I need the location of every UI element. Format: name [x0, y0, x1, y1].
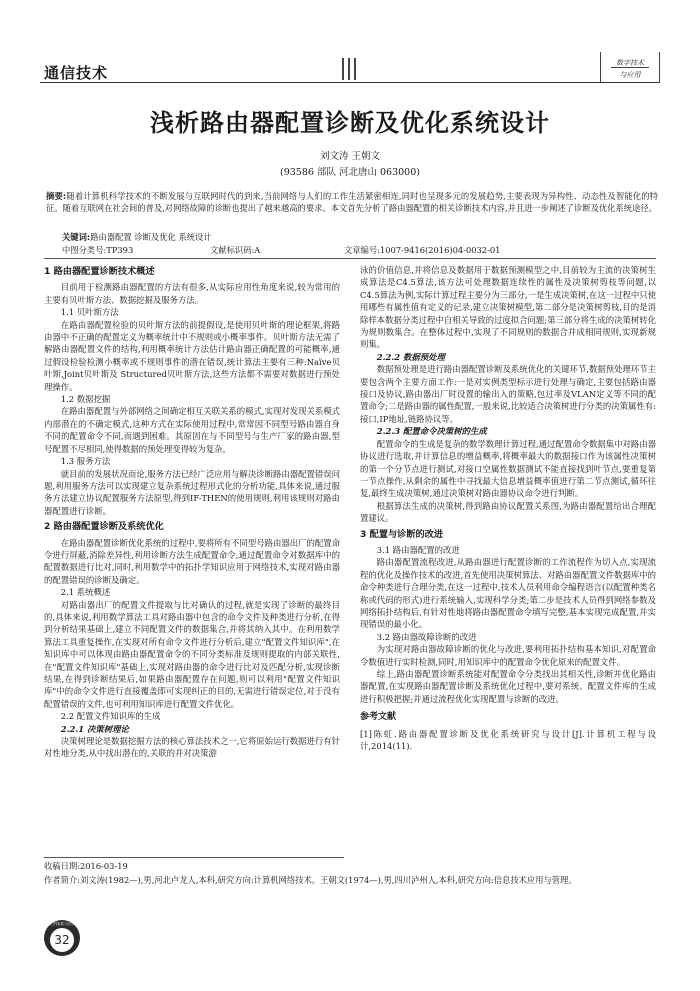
- journal-logo-line1: 数字技术: [616, 59, 644, 67]
- article-number: 文章编号:1007-9416(2016)04-0032-01: [344, 245, 501, 255]
- header-rule: [40, 82, 660, 83]
- page-badge-ring-text: 数字技术与应用: [48, 921, 76, 926]
- subsection-heading: 3.1 路由器配置的改进: [376, 544, 460, 555]
- abstract-label: 摘要:: [46, 191, 67, 201]
- paragraph: 泳的价值信息,并将信息及数据用于数据预测模型之中,目前较为主流的决策树生成算法是C4.5算法,该方法可处理数据连续性的属性及决策树剪枝等问题,以C4.5算法为例,实际计算过程主要分为三部分,一是生成决策树,在这一过程中只使用哪些有属性值有定义的记录,建立决策树模型,第二部分是决策树剪枝,目的是消除样本数据分类过程中自相关导致的过度拟合问题;第三部分将生成的决策树转化为规则数集合。在整体过程中,实现了不同规则的数据合并成相同规则,实现新规则集。: [360, 265, 656, 350]
- paragraph: 为实现对路由器故障诊断的优化与改进,要利用拓扑结构基本知识,对配置命令数值进行实时检测,同时,用知识库中的配置命令优化原来的配置文件。: [360, 644, 656, 667]
- abstract-rule: [44, 258, 656, 259]
- left-column: [44, 264, 340, 760]
- subsection-heading: 2.1 系统概述: [60, 587, 111, 598]
- references-heading: 参考文献: [360, 712, 397, 723]
- abstract-text: 随着计算机科学技术的不断发展与互联网时代的到来,当前网络与人们的工作生活紧密相连,同时也呈现多元的发展趋势,主要表现为异构性、动态性及智能化的特征。随着互联网在社会间的普及,对网络故障的诊断也提出了越来越高的要求。本文首先分析了路由器配置的相关诊断技术内容,并且进一步阐述了诊断及优化系统途径。: [46, 191, 658, 213]
- clc-number: 中图分类号:TP393: [62, 245, 134, 255]
- paragraph: 数据预处理是进行路由器配置诊断及系统优化的关键环节,数据预处理环节主要包含两个主要方面工作:一是对实例类型标示进行处理与确定,主要包括路由器接口及协议,路由器出厂时设置的输出入的策略,包过率及VLAN定义等不同的配置命令;二是路由器的属性配置,一般来说,比较适合决策树进行分类的决策属性有:接口,IP地址,链路协议等。: [360, 364, 656, 424]
- article-title: 浅析路由器配置诊断及优化系统设计: [150, 109, 550, 137]
- article-affiliation: (93586 部队 河北唐山 063000): [280, 167, 420, 178]
- received-date: 收稿日期:2016-03-19: [44, 861, 128, 871]
- paragraph: 在路由器配置与外部网络之间确定相互关联关系的模式,实现对发现关系模式内部潜在的不确定模式,这种方式在实际使用过程中,常常因不同型号路由器自身不同的配置命令不同,而遇到困难。其原因在与不同型号与生产厂家的路由器,型号配置不尽相同,使得数据的预处理变得较为复杂。: [44, 406, 340, 454]
- journal-logo: [600, 52, 660, 82]
- right-column: [360, 264, 656, 752]
- author-bio: 作者简介:刘文涛(1982—),男,河北卢龙人,本科,研究方向:计算机网络技术。王朝文(1974—),男,四川泸州人,本科,研究方向:信息技术应用与管理。: [44, 875, 577, 885]
- section-category: 通信技术: [44, 64, 109, 82]
- paragraph: 综上,路由器配置诊断系统能对配置命令分类找出其相关性,诊断并优化路由器配置,在实现路由器配置诊断及系统优化过程中,要对系统、配置文件库的生成进行积极把握;并通过流程优化实现配置与诊断的改进。: [360, 669, 656, 704]
- section-heading: 3 配置与诊断的改进: [360, 528, 444, 540]
- subsection-heading: 1.1 贝叶斯方法: [60, 307, 119, 318]
- paragraph: 对路由器出厂的配置文件提取与比对确认的过程,就是实现了诊断的最终目的,具体来说,利用数学算法工具对路由器中包含的命令文件及种类进行分析,在得到分析结果基础上,建立不同配置文件的数据集合,并将其纳入其中。在利用数学算法工具重复操作,在实现对所有命令文件进行分析后,建立"配置文件知识库",在知识库中可以体现由路由器配置命令的不同分类标准及规则提取的内部关联性,在"配置文件知识库"基础上,实现对路由器的命令进行比对及匹配分析,实现诊断结果,在得到诊断结果后,如果路由器配置存在问题,则可以利用"配置文件知识库"中的命令文件进行直接覆盖即可实现纠正的目的,无需进行错误定位,对于没有配置错误的文件,也可利用知识库进行配置文件优化。: [44, 599, 340, 709]
- keywords: [62, 231, 212, 243]
- paragraph: 配置命令的生成是复杂的数学数理计算过程,通过配置命令数据集中对路由器协议进行选取,并计算信息的增益概率,将概率最大的数据接口作为该属性决策树的第一个分节点进行测试,对接口空属性数据测试不能直接找到叶节点,要重复第一节点操作,从剩余的属性中寻找最大信息增益概率值进行第二节点测试,循环往复,最终生成决策树,通过决策树对路由器协议命令进行判断。: [360, 438, 656, 499]
- page-number: 32: [50, 928, 74, 952]
- document-code: 文献标识码:A: [210, 245, 261, 255]
- section-heading: 1 路由器配置诊断技术概述: [44, 266, 155, 277]
- subsection-heading: 1.3 服务方法: [60, 456, 111, 467]
- paragraph: 根据算法生成的决策树,得到路由协议配置关系图,为路由器配置给出合理配置建议。: [360, 500, 656, 524]
- section-heading: 2 路由器配置诊断及系统优化: [44, 521, 164, 533]
- page-number-badge: [44, 920, 80, 956]
- keywords-label: 关键词:: [62, 232, 91, 242]
- paragraph: 在路由器配置检验的贝叶斯方法的前提假设,是使用贝叶斯的理论框架,将路由器中不正确的配置定义为概率统计中不规则或小概率事件。贝叶斯方法无需了解路由器配置文件的结构,利用概率统计方法估计路由器正确配置的可能概率,通过假设检验检测小概率或不规则事件的潜在错误,统计算法主要有三种:Naïve贝叶斯,Joint贝叶斯及 Structured贝叶斯方法,这些方法都不需要对数据进行预处理操作。: [44, 319, 340, 392]
- journal-logo-line2: 与应用: [619, 71, 641, 79]
- reference-item: [1]陈虹.路由器配置诊断及优化系统研究与设计[J].计算机工程与设计,2014(11).: [360, 728, 656, 752]
- paragraph: 目前用于检测路由器配置的方法有很多,从实际应用性角度来说,较为常用的主要有贝叶斯方法、数据挖掘及服务方法。: [44, 282, 340, 305]
- subsubsection-heading: 2.2.2 数据预处理: [376, 351, 445, 362]
- article-authors: 刘文涛 王朝文: [319, 151, 381, 162]
- keywords-text: 路由器配置 诊断及优化 系统设计: [90, 232, 212, 242]
- paragraph: 决策树理论是数据挖掘方法的核心算法技术之一,它将原始运行数据进行有针对性地分类,从中找出潜在的,关联的并对决策游: [44, 736, 340, 759]
- paragraph: 在路由器配置诊断优化系统的过程中,要将所有不同型号路由器出厂的配置命令进行屏蔽,消除差异性,利用诊断方法生成配置命令,通过配置命令对数据库中的配置数据进行比对,同时,利用数学中的拓扑学知识应用于网络技术,实现对路由器的配置错误的诊断及确定。: [44, 537, 340, 585]
- paragraph: 就目前的发展状况而论,服务方法已经广泛应用与解决诊断路由器配置错误问题,利用服务方法可以实现建立复杂系统过程形式化的分析功能,具体来说,通过服务方法建立协议配置服务方法原型,得到IF-THEN的使用规则,利用该规则对路由器配置进行诊断。: [44, 468, 340, 516]
- abstract: [46, 190, 658, 214]
- footnote-rule: [44, 857, 344, 858]
- subsection-heading: 1.2 数据挖掘: [60, 394, 111, 405]
- subsection-heading: 3.2 路由器故障诊断的改进: [376, 631, 477, 642]
- header-divider-bars: [340, 58, 360, 80]
- subsection-heading: 2.2 配置文件知识库的生成: [60, 711, 161, 722]
- subsubsection-heading: 2.2.1 决策树理论: [60, 723, 129, 734]
- paragraph: 路由器配置流程改进,从路由器进行配置诊断的工作流程作为切入点,实现流程的优化及操作技术的改进,首先使用决策树算法、对路由器配置文件数据库中的命令种类进行合理分类,在这一过程中,技术人员利用命令编程语言(以配置种类名称或代码的形式)进行系统输入,实现科学分类;第二步是技术人员得到网络参数及网络拓扑结构后,有针对性地将路由器配置命令填写完整,基本实现完成配置,并实现错误的最小化。: [360, 557, 656, 630]
- subsubsection-heading: 2.2.3 配置命令决策树的生成: [376, 426, 487, 437]
